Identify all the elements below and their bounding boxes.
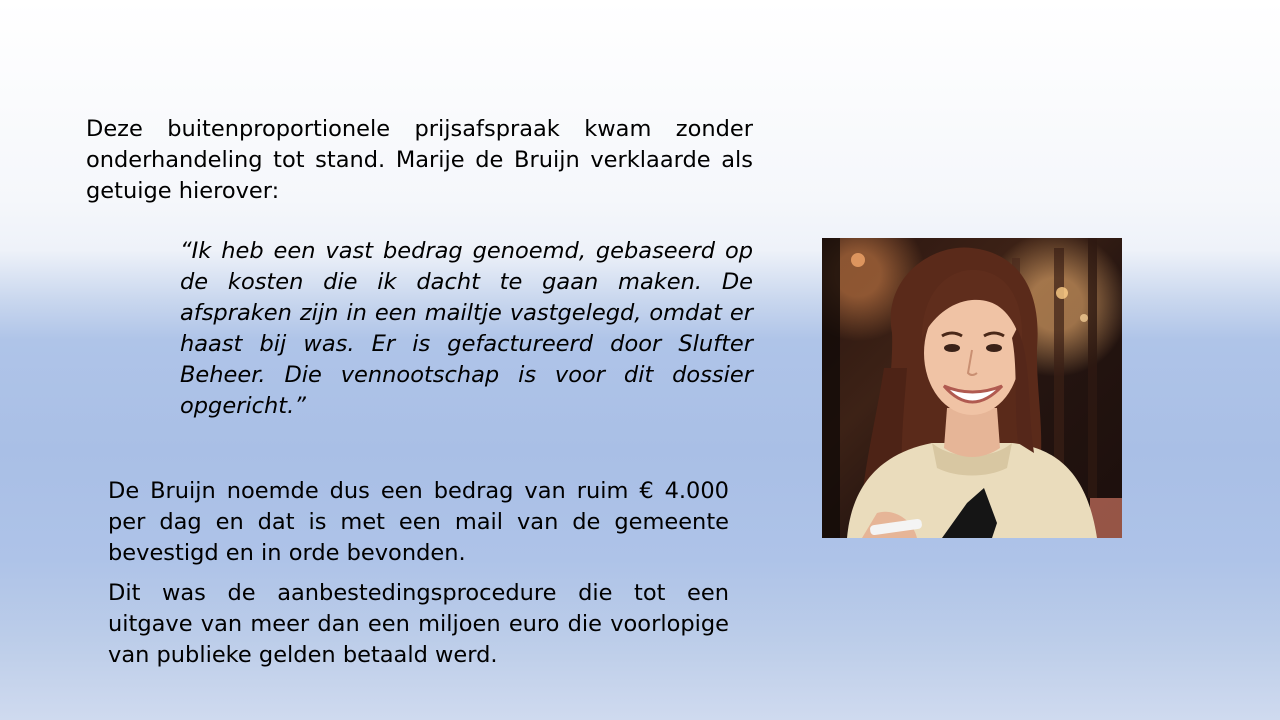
- conclusion-paragraph-1: De Bruijn noemde dus een bedrag van ruim € 4.000 per dag en dat is met een mail van de gemeente bevestigd en in orde bevonden.: [108, 478, 729, 566]
- conclusion-paragraph-2: Dit was de aanbestedingsprocedure die tot een uitgave van meer dan een miljoen euro die voorlopige van publieke gelden betaald werd.: [108, 580, 729, 668]
- witness-quote: “Ik heb een vast bedrag genoemd, gebaseerd op de kosten die ik dacht te gaan maken. De afspraken zijn in een mailtje vastgelegd, omdat er haast bij was. Er is gefactureerd door Slufter Beheer. Die vennootschap is voor dit dossier opgericht.”: [180, 238, 753, 419]
- portrait-photo: [822, 238, 1122, 538]
- portrait-illustration: [822, 238, 1122, 538]
- intro-paragraph: Deze buitenproportionele prijsafspraak kwam zonder onderhandeling tot stand. Marije de Bruijn verklaarde als getuige hierover:: [86, 116, 753, 204]
